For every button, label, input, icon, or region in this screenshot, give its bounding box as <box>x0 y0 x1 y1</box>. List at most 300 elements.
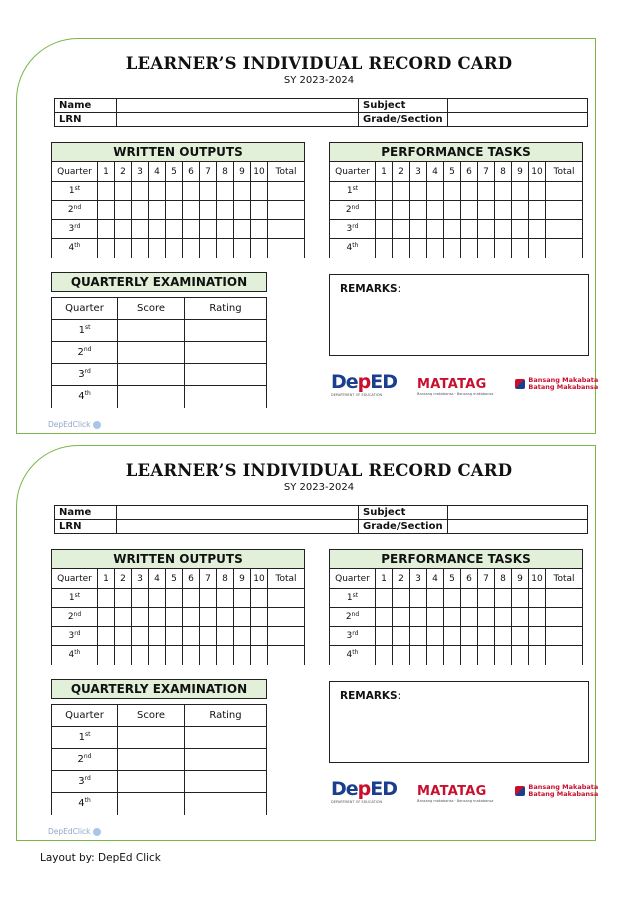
exam-score-cell[interactable] <box>118 727 185 749</box>
quarter-label <box>330 627 376 646</box>
exam-score-cell[interactable] <box>118 342 185 364</box>
quarter-label <box>52 793 118 815</box>
quarter-suffix: nd <box>83 753 92 760</box>
score-cell[interactable] <box>376 182 393 201</box>
quarter-label <box>52 364 118 386</box>
score-cell[interactable] <box>217 646 234 665</box>
score-cell[interactable] <box>234 589 251 608</box>
exam-header-row <box>52 298 267 320</box>
quarter-number: 1 <box>78 325 85 336</box>
score-cell[interactable] <box>149 239 166 258</box>
score-cell[interactable] <box>427 646 444 665</box>
bansang-line-1: Bansang Makabata <box>528 783 599 791</box>
score-cell[interactable] <box>376 608 393 627</box>
score-cell[interactable] <box>183 182 200 201</box>
score-cell[interactable] <box>132 239 149 258</box>
score-cell[interactable] <box>427 220 444 239</box>
score-cell[interactable] <box>166 220 183 239</box>
score-cell[interactable] <box>183 589 200 608</box>
remarks-box[interactable] <box>329 681 589 763</box>
score-cell[interactable] <box>461 608 478 627</box>
score-cell[interactable] <box>98 627 115 646</box>
bansang-line-1: Bansang Makabata <box>528 376 599 384</box>
written-outputs-grid <box>51 568 305 665</box>
score-cell[interactable] <box>166 608 183 627</box>
score-cell[interactable] <box>512 182 529 201</box>
exam-rating-cell[interactable] <box>185 793 267 815</box>
exam-rating-cell[interactable] <box>185 320 267 342</box>
matatag-logo <box>417 373 493 396</box>
bansang-line-2: Batang Makabansa <box>528 383 599 391</box>
score-cell[interactable] <box>427 201 444 220</box>
total-cell[interactable] <box>546 201 583 220</box>
total-header: Total <box>546 569 583 589</box>
exam-rating-cell[interactable] <box>185 771 267 793</box>
total-cell[interactable] <box>268 220 305 239</box>
score-cell[interactable] <box>512 589 529 608</box>
quarter-suffix: st <box>84 324 91 331</box>
bansang-mark-icon <box>515 379 525 389</box>
total-cell[interactable] <box>268 608 305 627</box>
score-cell[interactable] <box>478 608 495 627</box>
score-cell[interactable] <box>217 201 234 220</box>
score-cell[interactable] <box>444 182 461 201</box>
exam-row <box>52 749 267 771</box>
card-title: LEARNER’S INDIVIDUAL RECORD CARD <box>125 54 513 73</box>
score-cell[interactable] <box>478 201 495 220</box>
score-cell[interactable] <box>427 239 444 258</box>
column-header-1: 1 <box>376 162 393 182</box>
remarks-label: REMARKS <box>340 690 398 702</box>
score-cell[interactable] <box>495 220 512 239</box>
score-cell[interactable] <box>461 220 478 239</box>
written-outputs-title: WRITTEN OUTPUTS <box>51 549 305 569</box>
quarter-row <box>52 589 305 608</box>
score-cell[interactable] <box>529 608 546 627</box>
score-cell[interactable] <box>234 201 251 220</box>
score-cell[interactable] <box>410 646 427 665</box>
score-cell[interactable] <box>461 239 478 258</box>
quarter-suffix: th <box>74 649 81 657</box>
score-cell[interactable] <box>444 589 461 608</box>
exam-score-cell[interactable] <box>118 771 185 793</box>
score-cell[interactable] <box>427 182 444 201</box>
column-header-7: 7 <box>200 162 217 182</box>
score-cell[interactable] <box>166 589 183 608</box>
quarter-label <box>52 220 98 239</box>
score-cell[interactable] <box>251 627 268 646</box>
watermark-icon <box>93 421 101 429</box>
score-cell[interactable] <box>376 201 393 220</box>
quarter-label <box>330 239 376 258</box>
deped-logo <box>331 778 397 804</box>
score-cell[interactable] <box>166 239 183 258</box>
quarter-number: 2 <box>345 612 352 622</box>
score-cell[interactable] <box>495 239 512 258</box>
score-cell[interactable] <box>529 220 546 239</box>
quarter-suffix: rd <box>84 368 91 375</box>
score-cell[interactable] <box>461 182 478 201</box>
total-cell[interactable] <box>268 646 305 665</box>
score-cell[interactable] <box>166 182 183 201</box>
score-cell[interactable] <box>132 589 149 608</box>
score-cell[interactable] <box>149 201 166 220</box>
score-cell[interactable] <box>478 239 495 258</box>
score-cell[interactable] <box>183 201 200 220</box>
exam-rating-cell[interactable] <box>185 364 267 386</box>
column-header-6: 6 <box>461 162 478 182</box>
score-cell[interactable] <box>251 201 268 220</box>
exam-rating-cell[interactable] <box>185 342 267 364</box>
subject-field[interactable] <box>447 99 587 113</box>
watermark <box>48 420 101 429</box>
score-cell[interactable] <box>251 589 268 608</box>
score-cell[interactable] <box>217 608 234 627</box>
score-cell[interactable] <box>115 589 132 608</box>
total-cell[interactable] <box>268 182 305 201</box>
score-cell[interactable] <box>410 201 427 220</box>
score-cell[interactable] <box>98 201 115 220</box>
score-cell[interactable] <box>495 627 512 646</box>
score-cell[interactable] <box>115 239 132 258</box>
exam-score-cell[interactable] <box>118 364 185 386</box>
score-cell[interactable] <box>200 608 217 627</box>
score-cell[interactable] <box>410 182 427 201</box>
column-header-10: 10 <box>529 569 546 589</box>
score-cell[interactable] <box>149 182 166 201</box>
score-cell[interactable] <box>251 608 268 627</box>
score-cell[interactable] <box>200 182 217 201</box>
score-cell[interactable] <box>376 646 393 665</box>
record-card-1 <box>0 38 638 438</box>
quarter-suffix: nd <box>73 204 82 211</box>
score-cell[interactable] <box>478 182 495 201</box>
score-cell[interactable] <box>115 627 132 646</box>
column-header-3: 3 <box>410 569 427 589</box>
quarter-header: Quarter <box>52 162 98 182</box>
score-cell[interactable] <box>132 220 149 239</box>
total-cell[interactable] <box>546 182 583 201</box>
total-cell[interactable] <box>268 627 305 646</box>
score-cell[interactable] <box>427 608 444 627</box>
quarter-row <box>52 201 305 220</box>
score-cell[interactable] <box>217 182 234 201</box>
column-header-9: 9 <box>512 569 529 589</box>
score-cell[interactable] <box>393 182 410 201</box>
score-cell[interactable] <box>393 627 410 646</box>
quarter-number: 2 <box>67 612 74 622</box>
name-field[interactable] <box>117 99 359 113</box>
score-cell[interactable] <box>393 201 410 220</box>
grade-section-field[interactable] <box>447 113 587 127</box>
total-cell[interactable] <box>546 220 583 239</box>
score-cell[interactable] <box>410 220 427 239</box>
lrn-field[interactable] <box>117 520 359 534</box>
score-cell[interactable] <box>200 589 217 608</box>
grade-section-field[interactable] <box>447 520 587 534</box>
score-cell[interactable] <box>444 201 461 220</box>
score-cell[interactable] <box>495 646 512 665</box>
score-cell[interactable] <box>393 589 410 608</box>
quarter-number: 2 <box>67 205 74 215</box>
score-cell[interactable] <box>98 608 115 627</box>
score-cell[interactable] <box>495 182 512 201</box>
score-cell[interactable] <box>98 182 115 201</box>
column-header-4: 4 <box>149 162 166 182</box>
grid-header-row <box>330 162 583 182</box>
subject-field[interactable] <box>447 506 587 520</box>
score-cell[interactable] <box>217 239 234 258</box>
score-cell[interactable] <box>166 627 183 646</box>
score-cell[interactable] <box>98 239 115 258</box>
score-cell[interactable] <box>478 589 495 608</box>
column-header-10: 10 <box>529 162 546 182</box>
score-cell[interactable] <box>529 589 546 608</box>
logos-row <box>331 778 598 804</box>
score-cell[interactable] <box>393 608 410 627</box>
score-cell[interactable] <box>461 646 478 665</box>
score-cell[interactable] <box>166 646 183 665</box>
total-cell[interactable] <box>546 239 583 258</box>
quarterly-exam-title: QUARTERLY EXAMINATION <box>51 272 267 292</box>
exam-rating-cell[interactable] <box>185 386 267 408</box>
total-cell[interactable] <box>546 627 583 646</box>
quarter-label <box>52 589 98 608</box>
score-cell[interactable] <box>512 608 529 627</box>
score-cell[interactable] <box>98 589 115 608</box>
column-header-2: 2 <box>393 162 410 182</box>
score-cell[interactable] <box>529 201 546 220</box>
quarter-header: Quarter <box>330 162 376 182</box>
score-cell[interactable] <box>115 182 132 201</box>
score-cell[interactable] <box>251 182 268 201</box>
score-cell[interactable] <box>183 646 200 665</box>
quarter-suffix: st <box>84 731 91 738</box>
watermark <box>48 827 101 836</box>
column-header-5: 5 <box>166 569 183 589</box>
quarter-number: 4 <box>346 650 353 661</box>
total-cell[interactable] <box>268 201 305 220</box>
score-cell[interactable] <box>376 239 393 258</box>
performance-tasks-grid <box>329 161 583 258</box>
total-header: Total <box>268 162 305 182</box>
score-cell[interactable] <box>251 239 268 258</box>
bansang-mark-icon <box>515 786 525 796</box>
score-cell[interactable] <box>115 201 132 220</box>
score-cell[interactable] <box>132 608 149 627</box>
matatag-logo <box>417 780 493 803</box>
exam-score-cell[interactable] <box>118 793 185 815</box>
score-cell[interactable] <box>115 608 132 627</box>
quarter-label <box>52 320 118 342</box>
quarterly-exam-title: QUARTERLY EXAMINATION <box>51 679 267 699</box>
score-cell[interactable] <box>149 589 166 608</box>
score-cell[interactable] <box>132 201 149 220</box>
score-cell[interactable] <box>200 627 217 646</box>
column-header-4: 4 <box>427 162 444 182</box>
quarter-label <box>52 749 118 771</box>
score-cell[interactable] <box>166 201 183 220</box>
score-header: Score <box>118 298 185 320</box>
score-cell[interactable] <box>149 646 166 665</box>
performance-tasks-title: PERFORMANCE TASKS <box>329 549 583 569</box>
exam-rating-cell[interactable] <box>185 749 267 771</box>
record-card-2 <box>0 445 638 845</box>
score-cell[interactable] <box>444 608 461 627</box>
quarter-suffix: th <box>84 797 91 805</box>
score-cell[interactable] <box>132 182 149 201</box>
score-cell[interactable] <box>132 646 149 665</box>
quarter-label <box>52 771 118 793</box>
score-cell[interactable] <box>410 608 427 627</box>
score-cell[interactable] <box>461 589 478 608</box>
remarks-box[interactable] <box>329 274 589 356</box>
score-cell[interactable] <box>461 201 478 220</box>
quarter-suffix: th <box>74 242 81 250</box>
score-cell[interactable] <box>512 220 529 239</box>
exam-row <box>52 386 267 408</box>
score-cell[interactable] <box>200 646 217 665</box>
score-cell[interactable] <box>512 646 529 665</box>
quarter-label <box>52 386 118 408</box>
score-cell[interactable] <box>427 627 444 646</box>
written-outputs-title: WRITTEN OUTPUTS <box>51 142 305 162</box>
column-header-8: 8 <box>217 569 234 589</box>
quarter-header: Quarter <box>52 705 118 727</box>
score-cell[interactable] <box>495 608 512 627</box>
score-cell[interactable] <box>149 627 166 646</box>
score-cell[interactable] <box>410 627 427 646</box>
quarter-suffix: st <box>74 185 81 192</box>
quarter-header: Quarter <box>330 569 376 589</box>
column-header-9: 9 <box>234 162 251 182</box>
score-cell[interactable] <box>200 239 217 258</box>
quarter-row <box>330 627 583 646</box>
score-cell[interactable] <box>410 589 427 608</box>
quarter-label <box>52 646 98 665</box>
score-cell[interactable] <box>251 220 268 239</box>
quarter-suffix: nd <box>351 204 360 211</box>
score-cell[interactable] <box>512 627 529 646</box>
remarks-colon: : <box>397 283 402 295</box>
score-cell[interactable] <box>444 239 461 258</box>
score-cell[interactable] <box>529 239 546 258</box>
score-cell[interactable] <box>234 608 251 627</box>
quarter-number: 3 <box>68 224 75 234</box>
score-cell[interactable] <box>217 589 234 608</box>
score-cell[interactable] <box>376 627 393 646</box>
score-cell[interactable] <box>495 201 512 220</box>
score-cell[interactable] <box>234 220 251 239</box>
score-cell[interactable] <box>393 646 410 665</box>
score-cell[interactable] <box>376 220 393 239</box>
total-cell[interactable] <box>546 646 583 665</box>
score-cell[interactable] <box>98 646 115 665</box>
score-cell[interactable] <box>427 589 444 608</box>
exam-row <box>52 727 267 749</box>
score-cell[interactable] <box>149 220 166 239</box>
score-cell[interactable] <box>217 627 234 646</box>
score-cell[interactable] <box>529 182 546 201</box>
score-cell[interactable] <box>478 646 495 665</box>
total-cell[interactable] <box>546 589 583 608</box>
quarter-header: Quarter <box>52 298 118 320</box>
quarter-row <box>330 220 583 239</box>
exam-score-cell[interactable] <box>118 320 185 342</box>
quarter-row <box>52 239 305 258</box>
quarter-number: 2 <box>77 754 84 765</box>
score-cell[interactable] <box>132 627 149 646</box>
score-cell[interactable] <box>183 220 200 239</box>
score-cell[interactable] <box>115 646 132 665</box>
score-cell[interactable] <box>393 220 410 239</box>
grade-section-label: Grade/Section <box>359 113 448 127</box>
score-cell[interactable] <box>393 239 410 258</box>
score-cell[interactable] <box>234 239 251 258</box>
score-cell[interactable] <box>183 627 200 646</box>
score-cell[interactable] <box>478 220 495 239</box>
score-cell[interactable] <box>376 589 393 608</box>
column-header-8: 8 <box>495 162 512 182</box>
score-cell[interactable] <box>217 220 234 239</box>
matatag-logo-subtext: Bansang makabansa · Bansang makabansa <box>417 798 494 803</box>
score-cell[interactable] <box>444 646 461 665</box>
score-cell[interactable] <box>444 220 461 239</box>
quarter-row <box>330 239 583 258</box>
rating-header: Rating <box>185 298 267 320</box>
total-cell[interactable] <box>268 239 305 258</box>
name-field[interactable] <box>117 506 359 520</box>
score-cell[interactable] <box>444 627 461 646</box>
score-cell[interactable] <box>234 627 251 646</box>
learner-info-table <box>54 98 588 127</box>
score-cell[interactable] <box>461 627 478 646</box>
exam-rating-cell[interactable] <box>185 727 267 749</box>
score-cell[interactable] <box>495 589 512 608</box>
score-cell[interactable] <box>98 220 115 239</box>
exam-score-cell[interactable] <box>118 749 185 771</box>
quarter-number: 3 <box>68 631 75 641</box>
score-cell[interactable] <box>478 627 495 646</box>
score-cell[interactable] <box>115 220 132 239</box>
exam-score-cell[interactable] <box>118 386 185 408</box>
total-cell[interactable] <box>268 589 305 608</box>
grid-header-row <box>52 162 305 182</box>
score-cell[interactable] <box>200 220 217 239</box>
score-cell[interactable] <box>251 646 268 665</box>
column-header-6: 6 <box>461 569 478 589</box>
score-cell[interactable] <box>200 201 217 220</box>
quarter-number: 4 <box>68 650 75 661</box>
lrn-field[interactable] <box>117 113 359 127</box>
score-cell[interactable] <box>183 239 200 258</box>
quarter-suffix: th <box>352 649 359 657</box>
column-header-2: 2 <box>115 569 132 589</box>
score-cell[interactable] <box>512 239 529 258</box>
score-cell[interactable] <box>149 608 166 627</box>
score-cell[interactable] <box>512 201 529 220</box>
remarks-colon: : <box>397 690 402 702</box>
quarter-label <box>52 239 98 258</box>
score-cell[interactable] <box>529 646 546 665</box>
exam-row <box>52 771 267 793</box>
score-cell[interactable] <box>234 182 251 201</box>
score-cell[interactable] <box>529 627 546 646</box>
score-cell[interactable] <box>234 646 251 665</box>
total-cell[interactable] <box>546 608 583 627</box>
score-cell[interactable] <box>410 239 427 258</box>
score-cell[interactable] <box>183 608 200 627</box>
